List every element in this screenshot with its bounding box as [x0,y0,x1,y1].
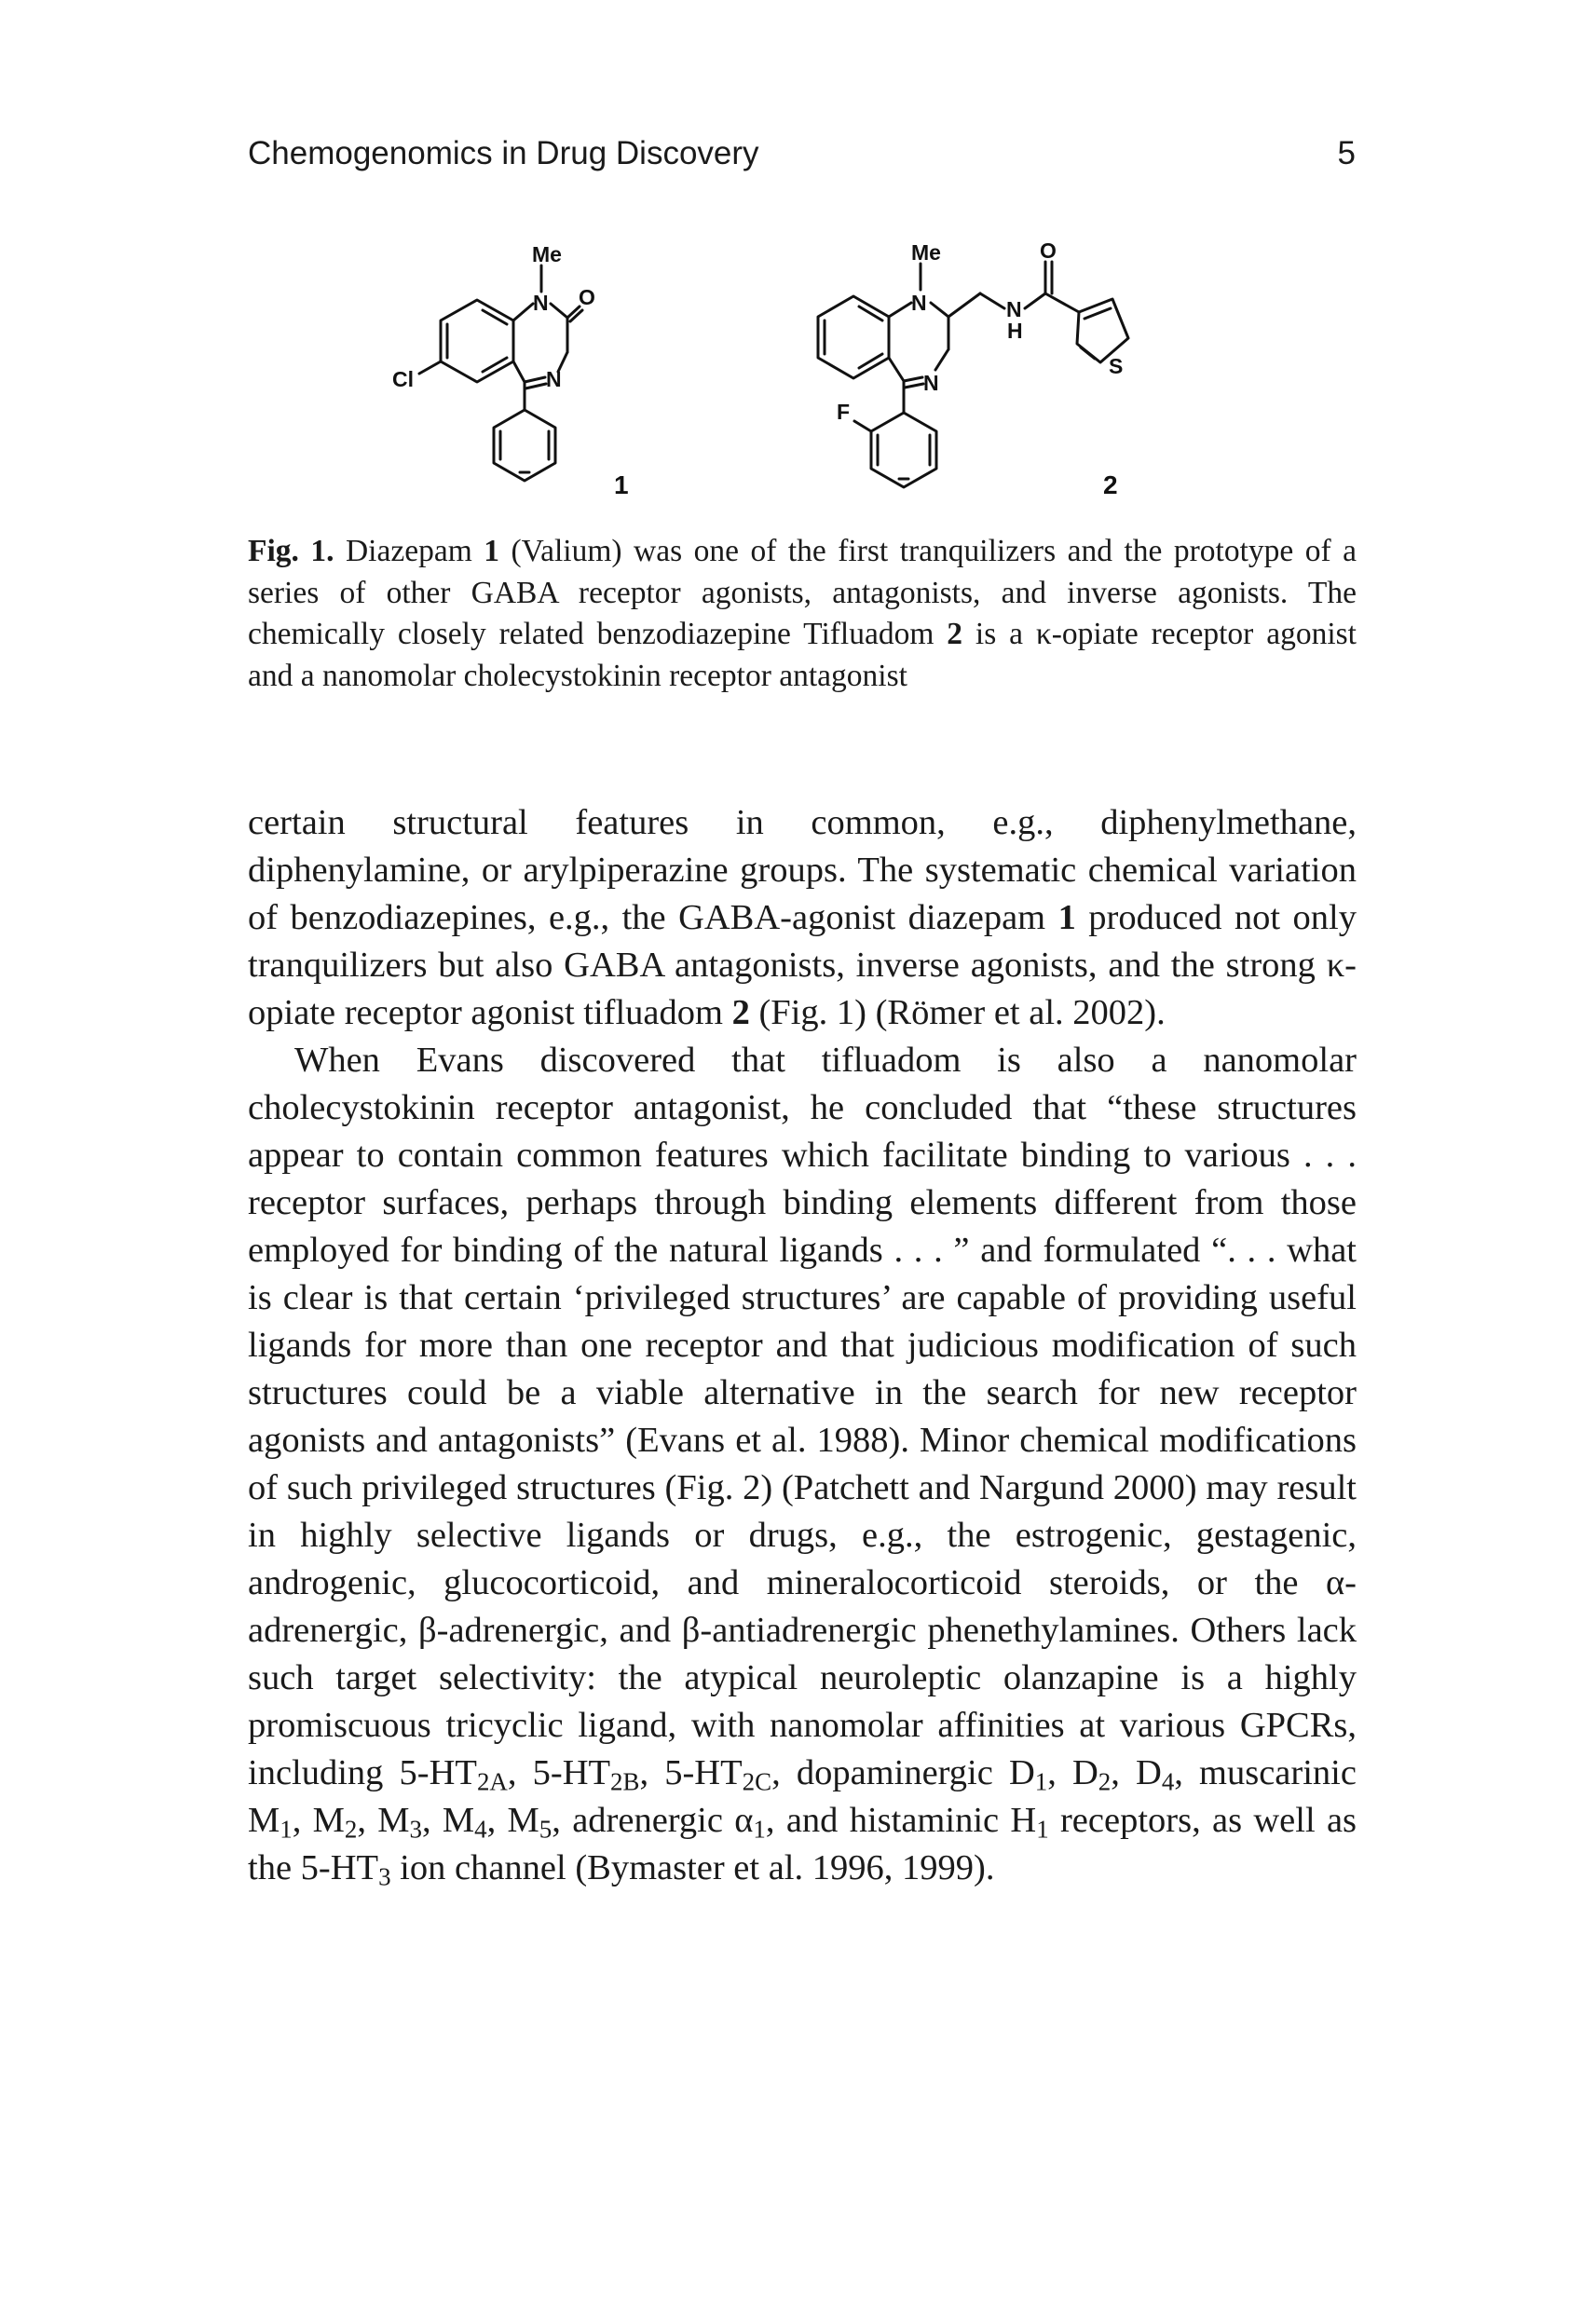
compound-number-2: 2 [1103,470,1118,499]
diazepam-n1-label: N [533,291,549,315]
paragraph-2: When Evans discovered that tifluadom is also a nanomolar cholecystokinin receptor antagonist, he concluded that “these structures appear to contain common features which facilitate binding to various . . . receptor surfaces, perhaps through binding elements different from those employed for binding of the natural ligands . . . ” and formulated “. . . what is clear is that certain ‘privileged structures’ are capable of providing useful ligands for more than one receptor and that judicious modification of such structures could be a viable alternative in the search for new receptor agonists and antagonists” (Evans et al. 1988). Minor chemical modifications of such privileged structures (Fig. 2) (Patchett and Nargund 2000) may result in highly selective ligands or drugs, e.g., the estrogenic, gestagenic, androgenic, glucocorticoid, and mineralocorticoid steroids, or the α-adrenergic, β-adrenergic, and β-antiadrenergic phenethylamines. Others lack such target selectivity: the atypical neuroleptic olanzapine is a highly promiscuous tricyclic ligand, with nanomolar affinities at various GPCRs, including $5-HT_{2A}$, $5-HT_{2B}$, $5-HT_{2C}$, dopaminergic $D_1$, $D_2$, $D_4$, muscarinic $M_1$, $M_2$, $M_3$, $M_4$, $M_5$, adrenergic $\alpha_1$, and histaminic $H_1$ receptors, as well as the $5-HT_3$ ion channel (Bymaster et al. 1996, 1999). [248,1041,1357,1891]
compound-number-1: 1 [614,470,629,499]
diazepam-cl-label: Cl [392,367,414,391]
tifluadom-o-label: O [1040,238,1057,263]
tifluadom-f-label: F [837,400,851,424]
diazepam-n4-label: N [546,367,562,391]
tifluadom-benzo-ring [818,296,889,378]
tifluadom-me-label: Me [911,240,941,265]
tifluadom-n1-label: N [911,291,927,315]
diazepam-me-label: Me [532,242,562,266]
diazepam-phenyl-ring [494,410,555,481]
caption-label: Fig. 1. [248,534,334,568]
figure-caption: Fig. 1. Diazepam 1 (Valium) was one of the first tranquilizers and the prototype of a series of other GABA receptor agonists, antagonists, and inverse agonists. The chemically closely related benzodiazepine Tifluadom 2 is a κ-opiate receptor agonist and a nanomolar cholecystokinin receptor antagonist [248,534,1357,693]
chemical-structures-svg [248,228,1357,526]
running-header [248,130,1356,177]
tifluadom-s-label: S [1109,354,1124,378]
diazepam-structure [392,242,629,499]
tifluadom-fluorophenyl-ring [871,413,936,487]
paragraph-1: certain structural features in common, e.g., diphenylmethane, diphenylamine, or arylpiperazine groups. The systematic chemical variation of benzodiazepines, e.g., the GABA-agonist diazepam 1 produced not only tranquilizers but also GABA antagonists, inverse agonists, and the strong κ-opiate receptor agonist tifluadom 2 (Fig. 1) (Römer et al. 2002). [248,803,1357,1032]
tifluadom-structure [818,238,1128,499]
diazepam-benzo-ring [441,300,513,382]
tifluadom-n4-label: N [923,371,939,395]
tifluadom-amide-n-label: N [1006,297,1022,321]
tifluadom-h-label: H [1007,319,1023,343]
thiophene-ring [1077,299,1128,362]
running-title: Chemogenomics in Drug Discovery [248,135,759,171]
diazepam-o-label: O [579,285,595,309]
figure-1-structures [248,228,1357,526]
page-number: 5 [1337,135,1356,171]
body-text [248,799,1357,1892]
